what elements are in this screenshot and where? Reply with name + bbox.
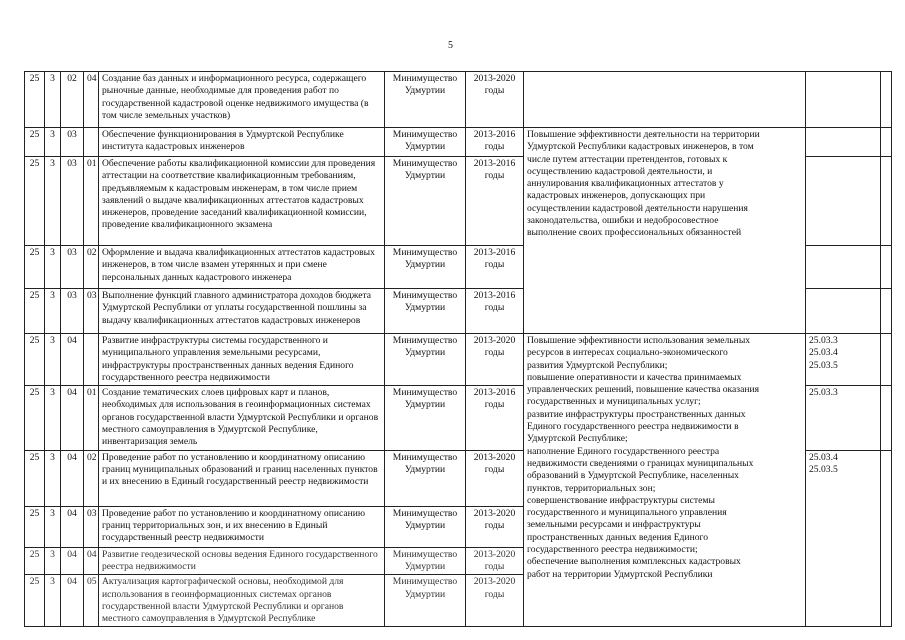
result-line: работ на территории Удмуртской Республики — [527, 568, 713, 580]
result-line: законодательства, ошибки и недобросовестное — [527, 215, 719, 227]
indicator-codes — [806, 246, 881, 289]
code-col-4 — [84, 128, 99, 157]
activity-name: Обеспечение работы квалификационной комиссии для проведения аттестации на соответствие квалификационным требованиям, предъявляемым к кадастровым инженерам, в том числе прием заявлений о выдаче квалификационных аттестатов кадастровых инженеров, проведение заседаний квалификационной комиссии, проведение квалификационного экзамена — [99, 157, 385, 246]
responsible-executor: Минимущество Удмуртии — [385, 450, 466, 506]
code-col-3: 03 — [61, 128, 84, 157]
code-col-3: 04 — [61, 334, 84, 386]
indicator-codes — [806, 334, 881, 386]
result-line: совершенствование инфраструктуры системы — [527, 494, 715, 506]
implementation-period: 2013-2016 годы — [466, 128, 524, 157]
result-line: государственного реестра недвижимости; — [527, 544, 698, 556]
code-col-3: 02 — [61, 72, 84, 128]
empty-cell — [881, 289, 892, 334]
result-line: государственного и муниципального управления — [527, 507, 727, 519]
code-col-1: 25 — [25, 450, 45, 506]
code-col-3: 03 — [61, 289, 84, 334]
implementation-period: 2013-2016 годы — [466, 246, 524, 289]
code-col-1: 25 — [25, 157, 45, 246]
code-col-2: 3 — [45, 72, 61, 128]
activity-name: Проведение работ по установлению и координатному описанию границ территориальных зон, и их внесению в Единый государственный реестр недвижимости — [99, 506, 385, 547]
code-col-3: 03 — [61, 157, 84, 246]
result-line: Удмуртской Республики кадастровых инженеров, в том — [527, 141, 754, 153]
result-line: развитие инфраструктуры пространственных данных — [527, 408, 746, 420]
indicator-code: 25.03.3 — [809, 387, 838, 399]
code-col-4: 04 — [84, 547, 99, 575]
implementation-period: 2013-2016 годы — [466, 289, 524, 334]
code-col-2: 3 — [45, 450, 61, 506]
code-col-4: 04 — [84, 72, 99, 128]
expected-result — [524, 334, 806, 627]
activity-name: Создание баз данных и информационного ресурса, содержащего рыночные данные, необходимые для проведения работ по государственной кадастровой оценке недвижимого имущества (в том числе земельных участков) — [99, 72, 385, 128]
expected-result — [524, 72, 806, 128]
code-col-3: 03 — [61, 246, 84, 289]
page-number: 5 — [448, 40, 453, 51]
implementation-period: 2013-2020 годы — [466, 334, 524, 386]
code-col-1: 25 — [25, 506, 45, 547]
indicator-code: 25.03.4 — [809, 347, 838, 359]
responsible-executor: Минимущество Удмуртии — [385, 246, 466, 289]
code-col-2: 3 — [45, 246, 61, 289]
indicator-code: 25.03.5 — [809, 463, 838, 475]
code-col-1: 25 — [25, 128, 45, 157]
code-col-3: 04 — [61, 547, 84, 575]
implementation-period: 2013-2020 годы — [466, 506, 524, 547]
table-row — [25, 334, 892, 386]
code-col-4: 02 — [84, 450, 99, 506]
indicator-code: 25.03.4 — [809, 451, 838, 463]
responsible-executor: Минимущество Удмуртии — [385, 506, 466, 547]
code-col-4: 02 — [84, 246, 99, 289]
result-line: повышение оперативности и качества принимаемых — [527, 371, 742, 383]
activity-name: Выполнение функций главного администратора доходов бюджета Удмуртской Республики от уплаты государственной пошлины за выдачу квалификационных аттестатов кадастровых инженеров — [99, 289, 385, 334]
result-line: управленческих решений, повышение качества оказания — [527, 384, 760, 396]
result-line: наполнение Единого государственного реестра — [527, 445, 720, 457]
result-line: земельными ресурсами и инфраструктуры — [527, 519, 701, 531]
code-col-4: 01 — [84, 157, 99, 246]
indicator-codes — [806, 128, 881, 157]
result-line: образований в Удмуртской Республике, населенных — [527, 470, 739, 482]
empty-cell — [881, 157, 892, 246]
code-col-4: 01 — [84, 386, 99, 450]
table-row — [25, 128, 892, 157]
result-line: обеспечение выполнения комплексных кадастровых — [527, 556, 741, 568]
code-col-2: 3 — [45, 547, 61, 575]
table-row — [25, 72, 892, 128]
code-col-1: 25 — [25, 72, 45, 128]
responsible-executor: Минимущество Удмуртии — [385, 547, 466, 575]
result-line: Повышение эффективности использования земельных — [527, 335, 751, 346]
implementation-period: 2013-2020 годы — [466, 450, 524, 506]
code-col-1: 25 — [25, 289, 45, 334]
code-col-3: 04 — [61, 450, 84, 506]
code-col-1: 25 — [25, 575, 45, 627]
responsible-executor: Минимущество Удмуртии — [385, 289, 466, 334]
empty-cell — [881, 128, 892, 157]
responsible-executor: Минимущество Удмуртии — [385, 575, 466, 627]
activity-name: Оформление и выдача квалификационных аттестатов кадастровых инженеров, в том числе взамен утерянных и при смене персональных данных кадастрового инженера — [99, 246, 385, 289]
code-col-2: 3 — [45, 289, 61, 334]
code-col-1: 25 — [25, 246, 45, 289]
indicator-codes — [806, 157, 881, 246]
activity-name: Проведение работ по установлению и координатному описанию границ муниципальных образований и границ населенных пунктов и их внесению в Единый государственный реестр недвижимости — [99, 450, 385, 506]
expected-result — [524, 128, 806, 334]
indicator-codes — [806, 289, 881, 334]
code-col-1: 25 — [25, 547, 45, 575]
code-col-2: 3 — [45, 386, 61, 450]
indicator-code: 25.03.3 — [809, 335, 838, 346]
implementation-period: 2013-2016 годы — [466, 386, 524, 450]
code-col-3: 04 — [61, 506, 84, 547]
result-line: ресурсов в интересах социально-экономического — [527, 347, 728, 359]
indicator-codes — [806, 72, 881, 128]
responsible-executor: Минимущество Удмуртии — [385, 386, 466, 450]
responsible-executor: Минимущество Удмуртии — [385, 72, 466, 128]
activity-name: Обеспечение функционирования в Удмуртской Республике института кадастровых инженеров — [99, 128, 385, 157]
code-col-2: 3 — [45, 506, 61, 547]
responsible-executor: Минимущество Удмуртии — [385, 157, 466, 246]
result-line: Повышение эффективности деятельности на территории — [527, 129, 760, 140]
program-activities-table — [24, 71, 892, 627]
code-col-1: 25 — [25, 334, 45, 386]
code-col-3: 04 — [61, 575, 84, 627]
result-line: осуществлению кадастровой деятельности, и — [527, 165, 713, 177]
result-line: Единого государственного реестра недвижимости в — [527, 421, 739, 433]
empty-cell — [881, 334, 892, 386]
activity-name: Развитие инфраструктуры системы государственного и муниципального управления земельными ресурсами, инфраструктуры пространственных данных ведения Единого государственного реестра недвижимости — [99, 334, 385, 386]
result-line: аннулирования квалификационных аттестатов у — [527, 178, 724, 190]
code-col-3: 04 — [61, 386, 84, 450]
activity-name: Актуализация картографической основы, необходимой для использования в геоинформационных системах органов государственной власти Удмуртской Республики и органов местного самоуправления в Удмуртской Республике — [99, 575, 385, 627]
code-col-2: 3 — [45, 334, 61, 386]
empty-cell — [881, 386, 892, 450]
code-col-4: 05 — [84, 575, 99, 627]
empty-cell — [881, 450, 892, 627]
code-col-1: 25 — [25, 386, 45, 450]
result-line: Удмуртской Республике; — [527, 433, 628, 445]
activity-name: Развитие геодезической основы ведения Единого государственного реестра недвижимости — [99, 547, 385, 575]
empty-cell — [881, 246, 892, 289]
code-col-2: 3 — [45, 128, 61, 157]
result-line: государственных и муниципальных услуг; — [527, 396, 701, 408]
result-line: выполнение своих профессиональных обязанностей — [527, 227, 742, 239]
result-line: пунктов, территориальных зон; — [527, 482, 656, 494]
code-col-2: 3 — [45, 575, 61, 627]
result-line: недвижимости сведениями о границах муниципальных — [527, 457, 754, 469]
code-col-4 — [84, 334, 99, 386]
code-col-4: 03 — [84, 506, 99, 547]
activity-name: Создание тематических слоев цифровых карт и планов, необходимых для использования в геоинформационных системах органов государственной власти Удмуртской Республики и органов местного самоуправления в Удмуртской Республике, инвентаризация земель — [99, 386, 385, 450]
indicator-codes — [806, 450, 881, 627]
code-col-2: 3 — [45, 157, 61, 246]
indicator-codes — [806, 386, 881, 450]
result-line: пространственных данных ведения Единого — [527, 531, 708, 543]
responsible-executor: Минимущество Удмуртии — [385, 128, 466, 157]
result-line: осуществлении кадастровой деятельности нарушения — [527, 202, 748, 214]
result-line: числе путем аттестации претендентов, готовых к — [527, 153, 728, 165]
implementation-period: 2013-2020 годы — [466, 72, 524, 128]
code-col-4: 03 — [84, 289, 99, 334]
result-line: развития Удмуртской Республики; — [527, 359, 668, 371]
implementation-period: 2013-2020 годы — [466, 547, 524, 575]
empty-cell — [881, 72, 892, 128]
responsible-executor: Минимущество Удмуртии — [385, 334, 466, 386]
implementation-period: 2013-2020 годы — [466, 575, 524, 627]
indicator-code: 25.03.5 — [809, 359, 838, 371]
implementation-period: 2013-2016 годы — [466, 157, 524, 246]
result-line: кадастровых инженеров, допускающих при — [527, 190, 706, 202]
